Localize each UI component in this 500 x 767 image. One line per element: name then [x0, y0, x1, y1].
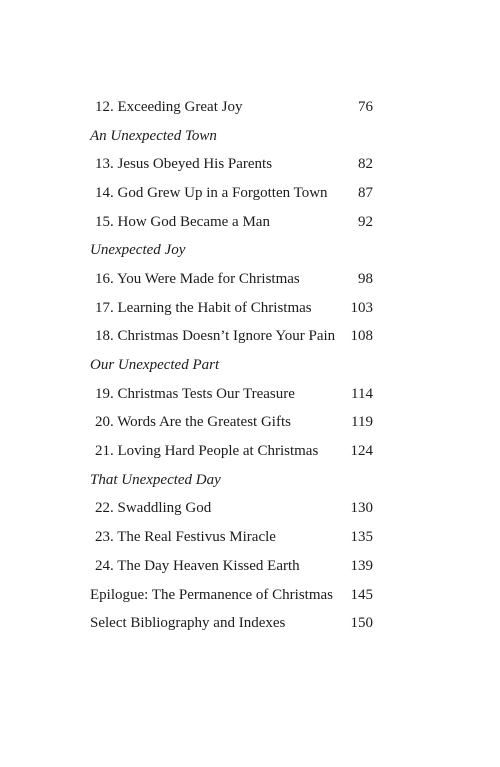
entry-page-number: 103: [350, 299, 373, 316]
entry-title: 21. Loving Hard People at Christmas: [95, 443, 319, 460]
entry-title: 24. The Day Heaven Kissed Earth: [95, 557, 300, 574]
entry-title: Select Bibliography and Indexes: [90, 615, 286, 632]
entry-title: 19. Christmas Tests Our Treasure: [95, 385, 295, 402]
toc-entry: [90, 150, 373, 179]
toc-entry: [90, 93, 373, 122]
entry-page-number: 145: [350, 586, 373, 603]
toc-entry: [90, 437, 373, 466]
section-heading-title: An Unexpected Town: [90, 127, 217, 144]
entry-page-number: 76: [358, 98, 373, 115]
entry-page-number: 119: [351, 414, 373, 431]
entry-title: 14. God Grew Up in a Forgotten Town: [95, 184, 328, 201]
entry-title: 20. Words Are the Greatest Gifts: [95, 414, 291, 431]
section-heading-title: Our Unexpected Part: [90, 357, 220, 374]
entry-page-number: 108: [350, 328, 373, 345]
toc-entry: [90, 523, 373, 552]
toc-entry: [90, 323, 373, 352]
entry-title: Epilogue: The Permanence of Christmas: [90, 586, 333, 603]
entry-page-number: 98: [358, 270, 373, 287]
entry-page-number: 139: [350, 557, 373, 574]
entry-title: 23. The Real Festivus Miracle: [95, 529, 276, 546]
toc-entry: [90, 495, 373, 524]
entry-title: 13. Jesus Obeyed His Parents: [95, 156, 273, 173]
section-heading: [90, 351, 373, 380]
entry-page-number: 114: [351, 385, 373, 402]
toc-entry: [90, 179, 373, 208]
toc-entry-epilogue: [90, 581, 373, 610]
section-heading-title: That Unexpected Day: [90, 471, 221, 488]
toc-entry: [90, 552, 373, 581]
entry-title: 18. Christmas Doesn’t Ignore Your Pain: [95, 328, 336, 345]
entry-title: 16. You Were Made for Christmas: [95, 270, 300, 287]
entry-title: 15. How God Became a Man: [95, 213, 270, 230]
entry-page-number: 92: [358, 213, 373, 230]
section-heading: [90, 466, 373, 495]
table-of-contents: [90, 93, 373, 638]
toc-entry: [90, 409, 373, 438]
toc-entry: [90, 380, 373, 409]
entry-page-number: 87: [358, 184, 373, 201]
entry-title: 17. Learning the Habit of Christmas: [95, 299, 312, 316]
section-heading: [90, 122, 373, 151]
entry-page-number: 150: [350, 615, 373, 632]
entry-page-number: 130: [350, 500, 373, 517]
entry-page-number: 124: [350, 443, 373, 460]
entry-title: 22. Swaddling God: [95, 500, 212, 517]
section-heading: [90, 236, 373, 265]
toc-entry: [90, 265, 373, 294]
toc-entry: [90, 208, 373, 237]
entry-title: 12. Exceeding Great Joy: [95, 98, 243, 115]
entry-page-number: 82: [358, 156, 373, 173]
toc-entry-bibliography: [90, 609, 373, 638]
section-heading-title: Unexpected Joy: [90, 242, 186, 259]
entry-page-number: 135: [350, 529, 373, 546]
toc-entry: [90, 294, 373, 323]
